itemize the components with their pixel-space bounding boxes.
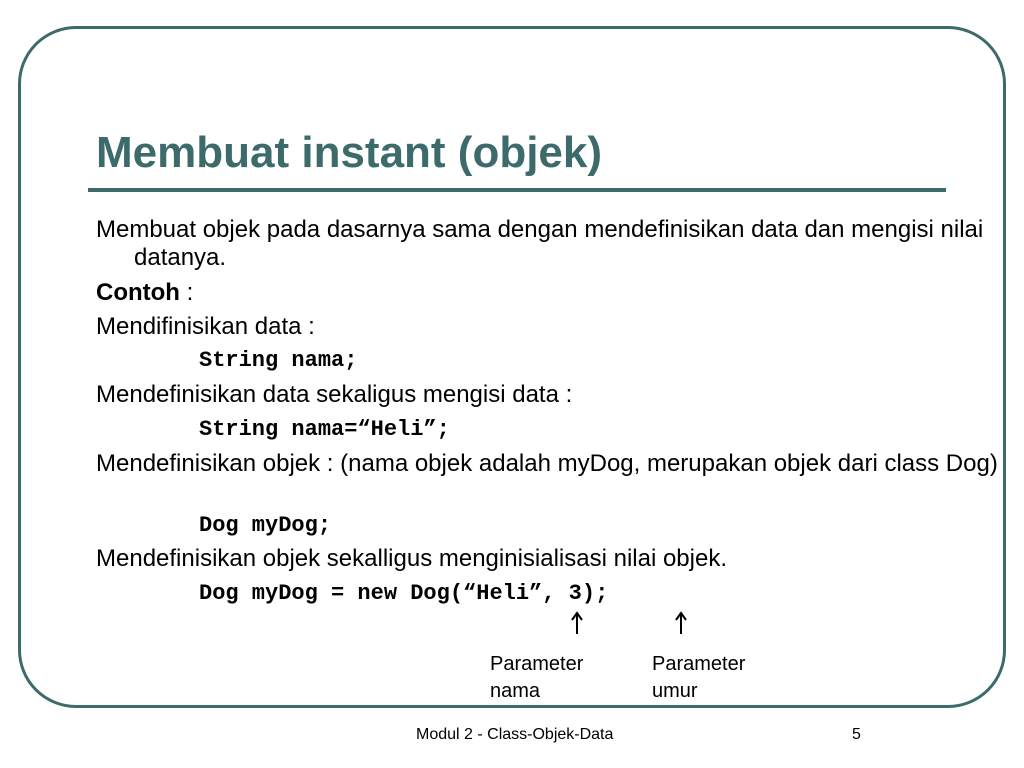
annotation-parameter-nama (490, 651, 620, 705)
annotation-line: nama (490, 680, 541, 702)
define-object-init-label: Mendefinisikan objek sekalligus menginisialisasi nilai objek. (96, 545, 727, 572)
title-underline (88, 188, 946, 192)
contoh-suffix: : (179, 279, 194, 306)
annotation-line: Parameter (490, 653, 584, 675)
contoh-line (96, 279, 1014, 307)
arrow-up-icon (674, 611, 688, 635)
define-object-label: Mendefinisikan objek : (nama objek adalah myDog, merupakan objek dari class Dog) (96, 450, 998, 477)
code-string-nama-heli: String nama=“Heli”; (199, 417, 450, 442)
footer-page-number: 5 (852, 726, 861, 743)
code-dog-mydog: Dog myDog; (199, 513, 332, 538)
annotation-line: umur (652, 680, 698, 702)
arrow-up-icon (570, 611, 584, 635)
define-data-label: Mendifinisikan data : (96, 313, 315, 340)
annotation-line: Parameter (652, 653, 746, 675)
contoh-label: Contoh (96, 279, 180, 306)
code-new-dog: Dog myDog = new Dog(“Heli”, 3); (199, 581, 609, 606)
slide-title: Membuat instant (objek) (96, 128, 603, 177)
footer-module: Modul 2 - Class-Objek-Data (416, 726, 614, 743)
define-data-fill-label: Mendefinisikan data sekaligus mengisi data : (96, 381, 573, 408)
annotation-parameter-umur (652, 651, 782, 705)
intro-paragraph: Membuat objek pada dasarnya sama dengan mendefinisikan data dan mengisi nilai datanya. (96, 216, 984, 271)
code-string-nama: String nama; (199, 348, 358, 373)
